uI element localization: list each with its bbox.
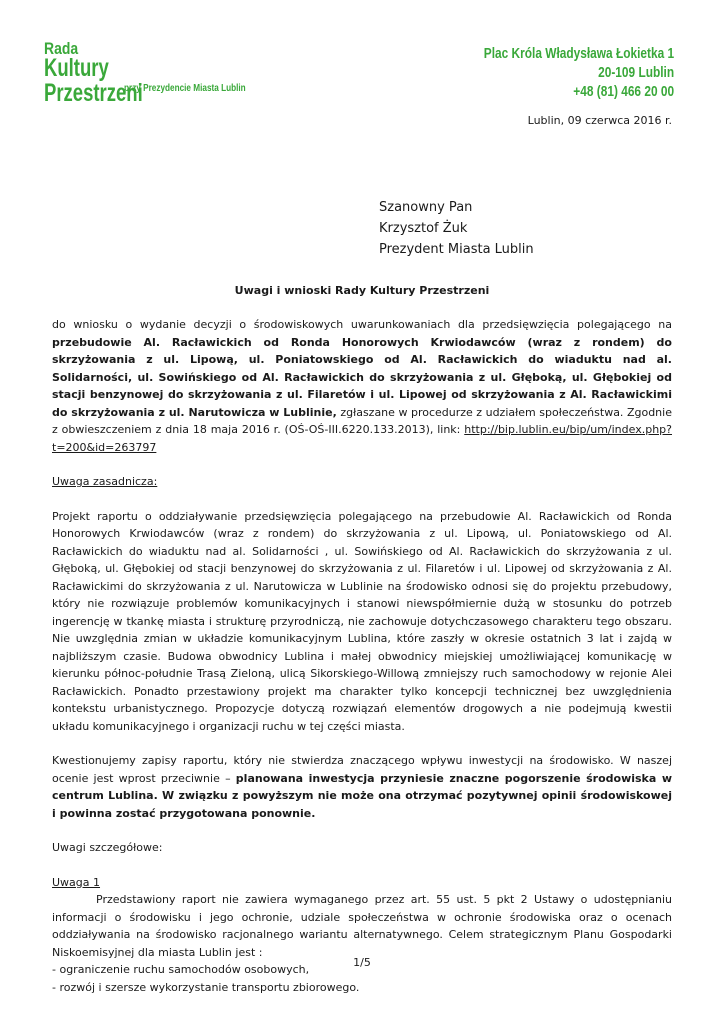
logo-line-kultury: Kultury Przestrzeni: [44, 54, 143, 107]
page-number: 1/5: [353, 956, 371, 969]
remark1-bullet: - ograniczenie ruchu samochodów osobowych,: [52, 963, 310, 976]
remark1-bullet: - rozwój i szersze wykorzystanie transportu zbiorowego.: [52, 980, 360, 994]
recipient-salutation: Szanowny Pan: [379, 200, 473, 215]
intro-tail: zgłaszane w procedurze z udziałem społeczeństwa. Zgodnie z obwieszczeniem z dnia 18 maja 2016 r. (OŚ-OŚ-III.6220.133.2013), link:: [52, 405, 672, 436]
conclusion-paragraph: [52, 752, 672, 822]
logo-line-rada: Rada: [44, 39, 79, 58]
main-remark-paragraph: Projekt raportu o oddziaływanie przedsięwzięcia polegającego na przebudowie Al. Racławickich od Ronda Honorowych Krwiodawców (wraz z rondem) do skrzyżowania z ul. Lipową, ul. Poniatowskiego od Al. Racławickich do wiaduktu nad al. Solidarności , ul. Sowińskiego od Al. Racławickich do skrzyżowania z ul. Głęboką, ul. Głębokiej od stacji benzynowej do skrzyżowania z ul. Filaretów i ul. Lipowej od skrzyżowania z Al. Racławickimi do skrzyżowania z ul. Narutowicza w Lublinie na środowisko odnosi się do projektu przebudowy, który nie rozwiązuje problemów komunikacyjnych i stanowi niewspółmiernie dużą w stosunku do potrzeb ingerencję w tkankę miasta i strukturę przyrodniczą, nie zachowuje dotychczasowego charakteru tego obszaru. Nie uwzględnia zmian w układzie komunikacyjnym Lublina, które zaszły w okresie ostatnich 3 lat i zajdą w najbliższym czasie. Budowa obwodnicy Lublina i małej obwodnicy miejskiej umożliwiającej komunikację w kierunku północ-południe Trasą Zieloną, ulicą Sikorskiego-Willową zmniejszy ruch samochodowy w rejonie Alei Racławickich. Ponadto przestawiony projekt ma charakter tylko koncepcji technicznej bez uwzględnienia kontekstu urbanistycznego. Propozycje dotyczą rozwiązań elementów drogowych a nie podejmują kwestii układu komunikacyjnego i organizacji ruchu w tej części miasta.: [52, 509, 672, 733]
remark1-heading: Uwaga 1: [52, 875, 101, 889]
address-city: 20-109 Lublin: [598, 65, 674, 81]
intro-paragraph: [52, 316, 672, 456]
remark1-text: Przedstawiony raport nie zawiera wymaganego przez art. 55 ust. 5 pkt 2 Ustawy o udostępnianiu informacji o środowisku i jego ochronie, udziale społeczeństwa w ochronie środowiska oraz o ocenach oddziaływania na środowisko racjonalnego wariantu alternatywnego. Celem strategicznym Planu Gospodarki Niskoemisyjnej dla miasta Lublin jest :: [52, 893, 672, 959]
document-title: Uwagi i wnioski Rady Kultury Przestrzeni: [234, 284, 490, 297]
letter-date: Lublin, 09 czerwca 2016 r.: [527, 114, 672, 127]
rada-kultury-logo: [44, 39, 264, 107]
recipient-name: Krzysztof Żuk: [379, 221, 468, 236]
conclusion-bold: planowana inwestycja przyniesie znaczne pogorszenie środowiska w centrum Lublina. W związku z powyższym nie może ona otrzymać pozytywnej opinii środowiskowej i powinna zostać przygotowana ponownie.: [52, 771, 673, 820]
intro-lead: do wniosku o wydanie decyzji o środowiskowych uwarunkowaniach dla przedsięwzięcia polegającego na: [52, 318, 672, 331]
intro-bold: przebudowie Al. Racławickich od Ronda Honorowych Krwiodawców (wraz z rondem) do skrzyżowania z ul. Lipową, ul. Poniatowskiego od Al. Racławickich do wiaduktu nad al. Solidarności, ul. Sowińskiego od Al. Racławickich do skrzyżowania z ul. Głęboką, ul. Głębokiej od stacji benzynowej do skrzyżowania z ul. Filaretów i ul. Lipowej od skrzyżowania z Al. Racławickimi do skrzyżowania z ul. Narutowicza w Lublinie,: [52, 335, 672, 419]
logo-line-subtitle: przy Prezydencie Miasta Lublin: [124, 83, 246, 94]
recipient-block: [379, 197, 534, 260]
address-street: Plac Króla Władysława Łokietka 1: [483, 46, 674, 62]
recipient-role: Prezydent Miasta Lublin: [379, 242, 534, 257]
bip-link[interactable]: http://bip.lublin.eu/bip/um/index.php?t=200&id=263797: [52, 423, 672, 454]
header-address: [442, 45, 674, 102]
document-body: [52, 316, 672, 996]
main-remark-heading: Uwaga zasadnicza:: [52, 475, 158, 488]
detailed-heading: Uwagi szczegółowe:: [52, 841, 163, 854]
address-phone: +48 (81) 466 20 00: [573, 84, 674, 100]
conclusion-lead: Kwestionujemy zapisy raportu, który nie stwierdza znaczącego wpływu inwestycji na środowisko. W naszej ocenie jest wprost przeciwnie –: [52, 754, 672, 785]
